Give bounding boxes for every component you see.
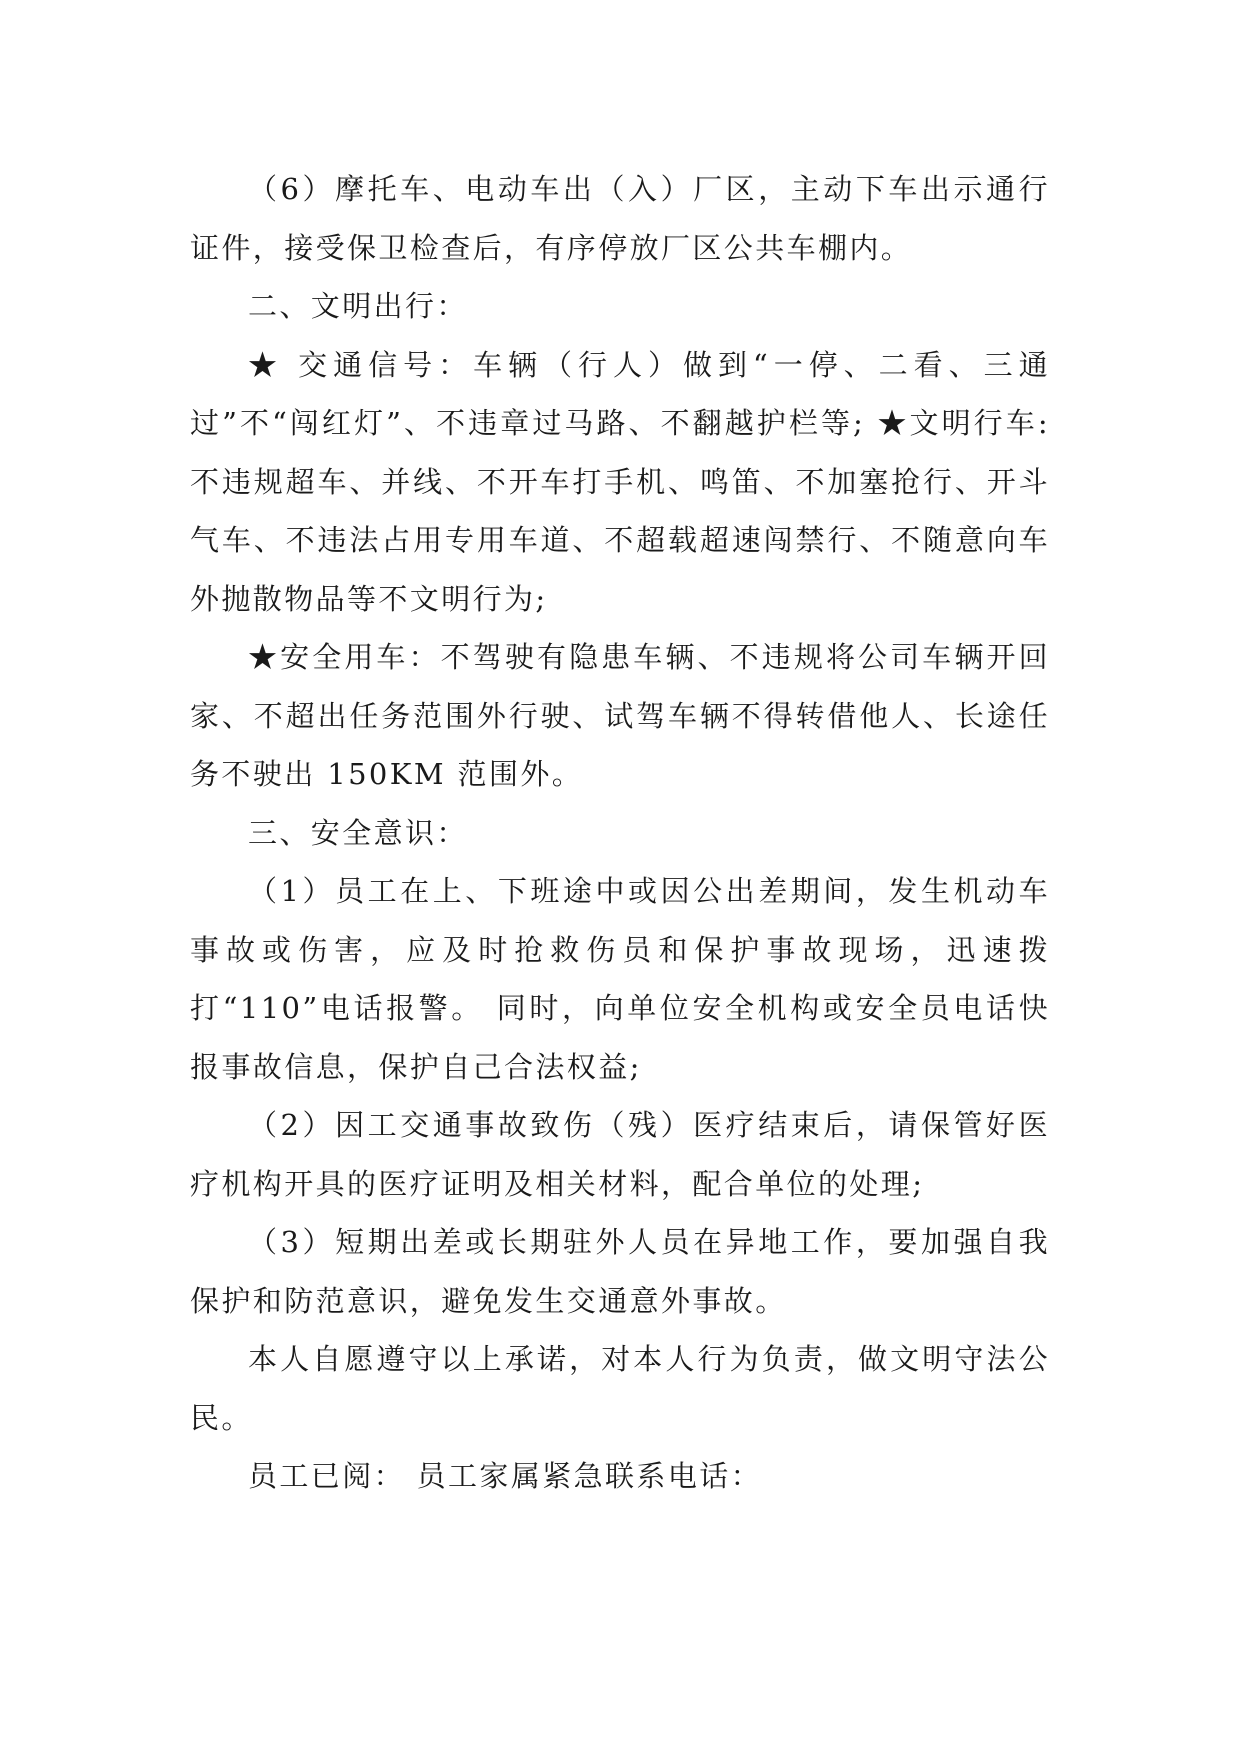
document-body [190, 160, 1050, 1506]
paragraph-pledge: 本人自愿遵守以上承诺，对本人行为负责，做文明守法公民。 [190, 1342, 1050, 1435]
signature-line: 员工已阅： 员工家属紧急联系电话： [248, 1459, 763, 1493]
paragraph-item-3-business-travel: （3）短期出差或长期驻外人员在异地工作，要加强自我保护和防范意识，避免发生交通意外事故。 [190, 1225, 1050, 1318]
paragraph-item-6-motorcycle: （6）摩托车、电动车出（入）厂区，主动下车出示通行证件，接受保卫检查后，有序停放厂区公共车棚内。 [190, 172, 1050, 265]
paragraph-safe-vehicle-use: ★安全用车：不驾驶有隐患车辆、不违规将公司车辆开回家、不超出任务范围外行驶、试驾车辆不得转借他人、长途任务不驶出 150KM 范围外。 [190, 640, 1050, 791]
paragraph-item-2-injury: （2）因工交通事故致伤（残）医疗结束后，请保管好医疗机构开具的医疗证明及相关材料，配合单位的处理; [190, 1108, 1050, 1201]
section-heading-civilized-travel: 二、文明出行： [248, 289, 468, 323]
paragraph-traffic-signals: ★ 交通信号：车辆（行人）做到“一停、二看、三通过”不“闯红灯”、不违章过马路、不翻越护栏等; ★文明行车: 不违规超车、并线、不开车打手机、鸣笛、不加塞抢行、开斗气车、不违法占用专用车道、不超载超速闯禁行、不随意向车外抛散物品等不文明行为; [190, 347, 1050, 616]
section-heading-safety-awareness: 三、安全意识： [248, 815, 468, 850]
paragraph-item-1-accident: （1）员工在上、下班途中或因公出差期间，发生机动车事故或伤害，应及时抢救伤员和保护事故现场，迅速拨打“110”电话报警。 同时，向单位安全机构或安全员电话快报事故信息，保护自己合法权益; [190, 874, 1050, 1084]
